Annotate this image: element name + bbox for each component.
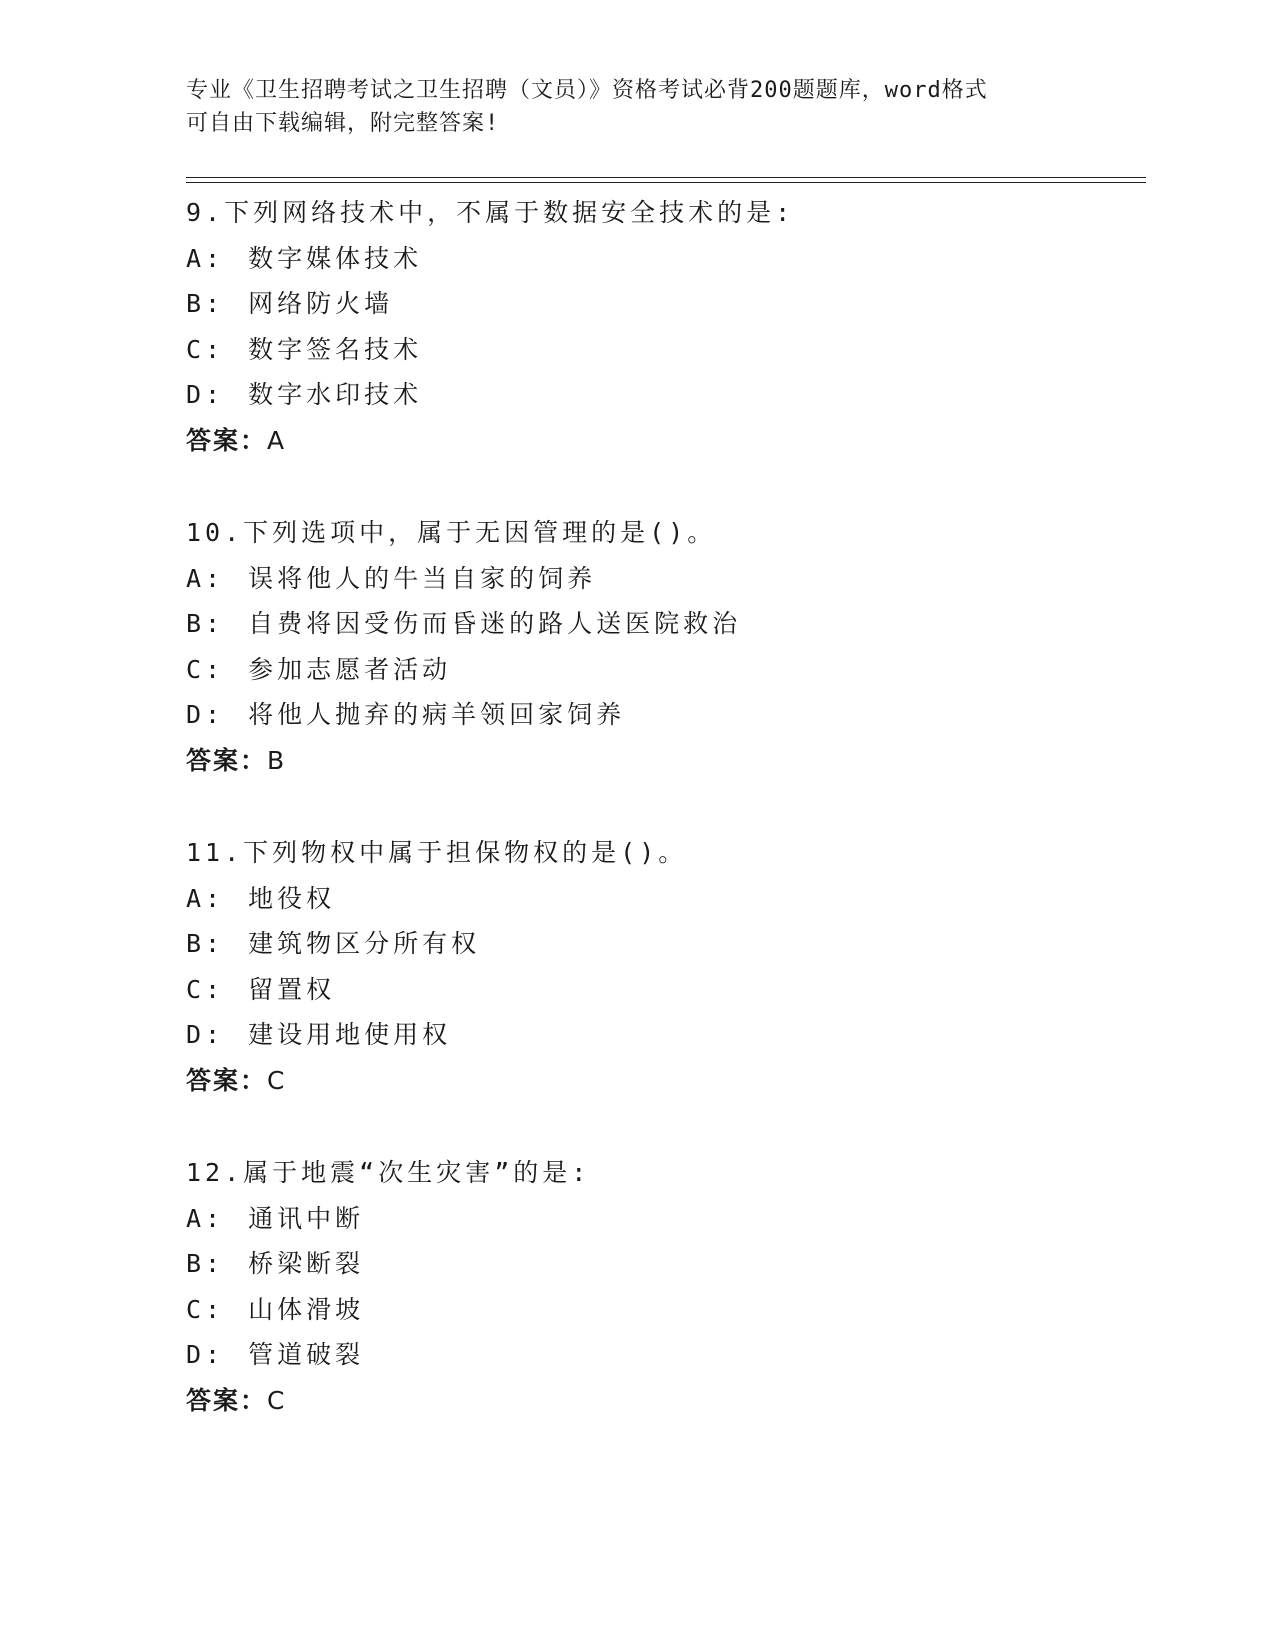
header-title-line-1: 专业《卫生招聘考试之卫生招聘（文员）》资格考试必背200题题库，word格式 (186, 78, 988, 103)
option-text: 网络防火墙 (248, 289, 394, 318)
option-text: 桥梁断裂 (248, 1249, 365, 1278)
option-letter: B: (186, 289, 225, 318)
option-c (186, 647, 1146, 693)
option-b (186, 601, 1146, 647)
question-stem: 11.下列物权中属于担保物权的是()。 (186, 838, 688, 867)
option-letter: C: (186, 654, 225, 684)
option-text: 参加志愿者活动 (248, 654, 452, 684)
option-text: 数字签名技术 (248, 334, 423, 364)
option-letter: A: (186, 243, 225, 273)
option-text: 数字水印技术 (248, 380, 423, 409)
answer-value: A (267, 425, 287, 455)
answer-value: C (267, 1065, 287, 1095)
question-item (186, 1150, 1146, 1423)
option-d (186, 1012, 1146, 1058)
option-c (186, 1287, 1146, 1333)
option-text: 地役权 (248, 883, 336, 913)
option-d (186, 692, 1146, 738)
answer-label: 答案： (186, 1065, 268, 1095)
option-text: 建设用地使用权 (248, 1020, 452, 1049)
option-a (186, 236, 1146, 282)
option-c (186, 967, 1146, 1013)
answer-label: 答案： (186, 745, 268, 775)
question-item (186, 510, 1146, 783)
option-a (186, 556, 1146, 602)
question-stem: 12.属于地震“次生灾害”的是: (186, 1158, 591, 1187)
question-list (186, 190, 1146, 1470)
option-letter: B: (186, 1249, 225, 1278)
option-letter: B: (186, 929, 225, 958)
option-text: 通讯中断 (248, 1203, 365, 1233)
option-letter: C: (186, 974, 225, 1004)
option-text: 误将他人的牛当自家的饲养 (248, 563, 597, 593)
option-letter: D: (186, 380, 225, 409)
option-letter: C: (186, 334, 225, 364)
option-d (186, 1332, 1146, 1378)
option-letter: B: (186, 609, 225, 638)
option-letter: D: (186, 700, 225, 729)
option-text: 管道破裂 (248, 1340, 365, 1369)
answer-label: 答案： (186, 425, 268, 455)
option-text: 建筑物区分所有权 (248, 929, 481, 958)
answer-line (186, 738, 1146, 784)
answer-value: B (267, 745, 287, 775)
answer-line (186, 1378, 1146, 1424)
option-b (186, 281, 1146, 327)
option-letter: C: (186, 1294, 225, 1324)
option-letter: A: (186, 883, 225, 913)
answer-line (186, 418, 1146, 464)
option-d (186, 372, 1146, 418)
header-divider-bottom (186, 182, 1146, 183)
option-letter: A: (186, 563, 225, 593)
header-divider-top (186, 177, 1146, 178)
answer-line (186, 1058, 1146, 1104)
document-header (186, 74, 1086, 140)
question-stem: 9.下列网络技术中，不属于数据安全技术的是: (186, 198, 795, 227)
option-c (186, 327, 1146, 373)
option-a (186, 876, 1146, 922)
option-b (186, 1241, 1146, 1287)
option-b (186, 921, 1146, 967)
option-text: 数字媒体技术 (248, 243, 423, 273)
option-letter: A: (186, 1203, 225, 1233)
option-letter: D: (186, 1340, 225, 1369)
answer-value: C (267, 1385, 287, 1415)
option-text: 自费将因受伤而昏迷的路人送医院救治 (248, 609, 742, 638)
option-letter: D: (186, 1020, 225, 1049)
question-stem: 10.下列选项中，属于无因管理的是()。 (186, 518, 717, 547)
answer-label: 答案： (186, 1385, 268, 1415)
question-item (186, 830, 1146, 1103)
option-text: 留置权 (248, 974, 336, 1004)
option-text: 将他人抛弃的病羊领回家饲养 (248, 700, 626, 729)
option-a (186, 1196, 1146, 1242)
header-title-line-2: 可自由下载编辑，附完整答案! (186, 111, 500, 136)
question-item (186, 190, 1146, 463)
option-text: 山体滑坡 (248, 1294, 365, 1324)
